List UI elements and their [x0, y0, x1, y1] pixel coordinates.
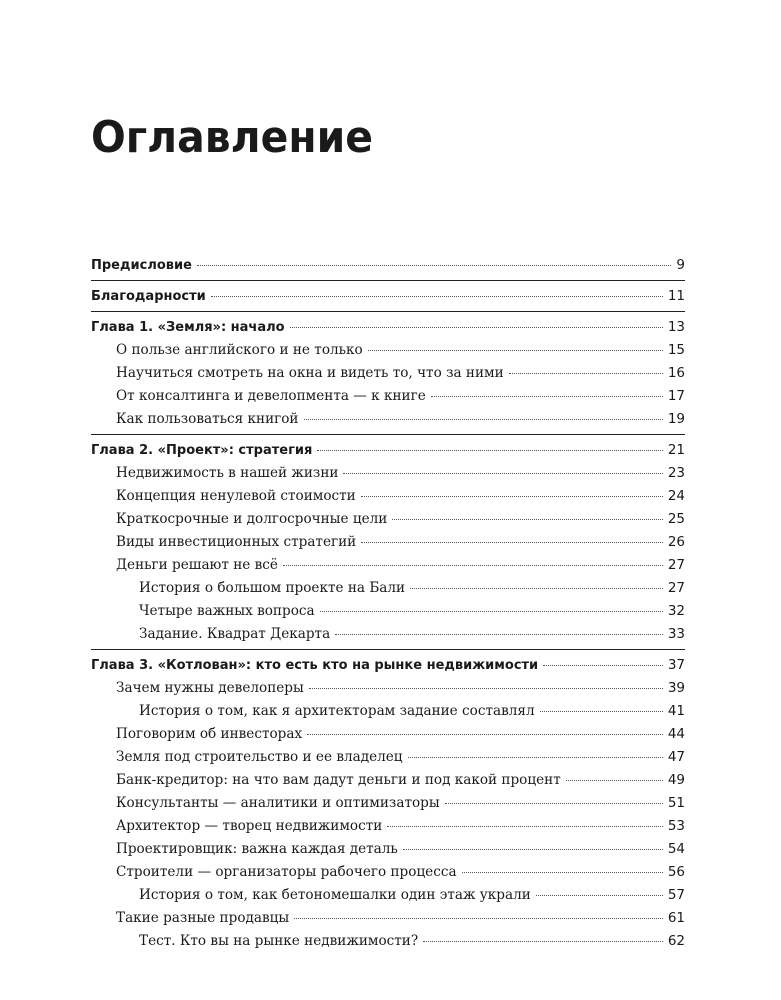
dot-leader [197, 264, 671, 266]
toc-entry-title: Задание. Квадрат Декарта [139, 626, 331, 642]
toc-item[interactable] [91, 749, 685, 772]
toc-entry-title: История о большом проекте на Бали [139, 580, 406, 596]
dot-leader [294, 917, 663, 919]
toc-entry-title: Зачем нужны девелоперы [116, 680, 304, 696]
toc-entry-title: О пользе английского и не только [116, 342, 363, 358]
toc-page-number: 44 [667, 726, 685, 742]
toc-item[interactable] [91, 887, 685, 910]
toc-page-number: 32 [667, 603, 685, 619]
toc-entry-title: Глава 2. «Проект»: стратегия [91, 443, 313, 458]
toc-entry-title: Строители — организаторы рабочего процесса [116, 864, 457, 880]
toc-entry-title: Концепция ненулевой стоимости [116, 488, 356, 504]
dot-leader [536, 894, 663, 896]
dot-leader [408, 756, 663, 758]
toc-page-number: 16 [667, 365, 685, 381]
dot-leader [566, 779, 663, 781]
toc-entry-title: Тест. Кто вы на рынке недвижимости? [139, 933, 419, 949]
toc-page-number: 9 [676, 257, 685, 273]
toc-heading[interactable] [91, 250, 685, 280]
dot-leader [392, 518, 662, 520]
toc-item[interactable] [91, 488, 685, 511]
toc-entry-title: История о том, как бетономешалки один этаж украли [139, 887, 531, 903]
toc-page-number: 47 [667, 749, 685, 765]
toc-entry-title: Консультанты — аналитики и оптимизаторы [116, 795, 440, 811]
dot-leader [445, 802, 663, 804]
dot-leader [304, 418, 663, 420]
toc-heading[interactable] [91, 435, 685, 465]
toc-page-number: 27 [667, 580, 685, 596]
toc-item[interactable] [91, 511, 685, 534]
page-title: Оглавление [91, 112, 374, 163]
toc-page-number: 17 [667, 388, 685, 404]
dot-leader [540, 710, 663, 712]
toc-page-number: 61 [667, 910, 685, 926]
toc-entry-title: Земля под строительство и ее владелец [116, 749, 403, 765]
toc-entry-title: Глава 3. «Котлован»: кто есть кто на рынке недвижимости [91, 658, 539, 673]
dot-leader [403, 848, 663, 850]
dot-leader [462, 871, 663, 873]
toc-item[interactable] [91, 557, 685, 580]
toc-entry-title: Предисловие [91, 258, 192, 273]
dot-leader [343, 472, 662, 474]
toc-item[interactable] [91, 626, 685, 649]
toc-entry-title: Архитектор — творец недвижимости [116, 818, 383, 834]
dot-leader [509, 372, 663, 374]
toc-item[interactable] [91, 603, 685, 626]
dot-leader [309, 687, 663, 689]
toc-section [91, 250, 685, 280]
dot-leader [543, 664, 663, 666]
toc-entry-title: Глава 1. «Земля»: начало [91, 320, 285, 335]
toc-page-number: 11 [667, 288, 685, 304]
toc-page-number: 26 [667, 534, 685, 550]
toc-page-number: 62 [667, 933, 685, 949]
toc-page-number: 19 [667, 411, 685, 427]
toc-item[interactable] [91, 818, 685, 841]
toc-page-number: 53 [667, 818, 685, 834]
toc-heading[interactable] [91, 281, 685, 311]
dot-leader [423, 940, 663, 942]
dot-leader [361, 541, 663, 543]
toc-entry-title: Проектировщик: важна каждая деталь [116, 841, 398, 857]
toc-item[interactable] [91, 411, 685, 434]
toc-item[interactable] [91, 703, 685, 726]
toc-page-number: 39 [667, 680, 685, 696]
toc-page-number: 33 [667, 626, 685, 642]
toc-page-number: 25 [667, 511, 685, 527]
dot-leader [387, 825, 663, 827]
toc-page-number: 37 [667, 657, 685, 673]
toc-entry-title: Недвижимость в нашей жизни [116, 465, 339, 481]
dot-leader [361, 495, 663, 497]
dot-leader [307, 733, 663, 735]
toc-page-number: 15 [667, 342, 685, 358]
toc-entry-title: Благодарности [91, 289, 206, 304]
toc-heading[interactable] [91, 650, 685, 680]
toc-page-number: 23 [667, 465, 685, 481]
toc-item[interactable] [91, 680, 685, 703]
toc-entry-title: От консалтинга и девелопмента — к книге [116, 388, 426, 404]
toc-page-number: 41 [667, 703, 685, 719]
toc-page-number: 21 [667, 442, 685, 458]
toc-item[interactable] [91, 365, 685, 388]
dot-leader [290, 326, 663, 328]
toc-page-number: 27 [667, 557, 685, 573]
dot-leader [431, 395, 663, 397]
toc-entry-title: Поговорим об инвесторах [116, 726, 303, 742]
toc-item[interactable] [91, 933, 685, 956]
toc-entry-title: Как пользоваться книгой [116, 411, 299, 427]
toc-page-number: 13 [667, 319, 685, 335]
toc-heading[interactable] [91, 312, 685, 342]
toc-section [91, 280, 685, 311]
toc-entry-title: Научиться смотреть на окна и видеть то, что за ними [116, 365, 504, 381]
toc-item[interactable] [91, 795, 685, 818]
toc-item[interactable] [91, 726, 685, 749]
dot-leader [335, 633, 663, 635]
dot-leader [320, 610, 663, 612]
toc-entry-title: Деньги решают не всё [116, 557, 278, 573]
toc-entry-title: Виды инвестиционных стратегий [116, 534, 357, 550]
dot-leader [211, 295, 663, 297]
dot-leader [283, 564, 663, 566]
toc-item[interactable] [91, 465, 685, 488]
toc-page-number: 24 [667, 488, 685, 504]
toc-entry-title: Четыре важных вопроса [139, 603, 315, 619]
dot-leader [317, 449, 662, 451]
toc-page-number: 49 [667, 772, 685, 788]
toc-item[interactable] [91, 534, 685, 557]
toc-item[interactable] [91, 841, 685, 864]
toc-entry-title: История о том, как я архитекторам задание составлял [139, 703, 535, 719]
toc-page-number: 54 [667, 841, 685, 857]
toc-section [91, 311, 685, 434]
toc-item[interactable] [91, 580, 685, 603]
toc-page-number: 56 [667, 864, 685, 880]
toc-page-number: 57 [667, 887, 685, 903]
toc-entry-title: Такие разные продавцы [116, 910, 290, 926]
toc-item[interactable] [91, 388, 685, 411]
toc-item[interactable] [91, 910, 685, 933]
table-of-contents [91, 250, 685, 956]
toc-page-number: 51 [667, 795, 685, 811]
toc-entry-title: Краткосрочные и долгосрочные цели [116, 511, 388, 527]
toc-item[interactable] [91, 772, 685, 795]
toc-section [91, 649, 685, 956]
toc-item[interactable] [91, 864, 685, 887]
dot-leader [368, 349, 663, 351]
dot-leader [410, 587, 663, 589]
toc-item[interactable] [91, 342, 685, 365]
toc-entry-title: Банк-кредитор: на что вам дадут деньги и под какой процент [116, 772, 561, 788]
toc-section [91, 434, 685, 649]
